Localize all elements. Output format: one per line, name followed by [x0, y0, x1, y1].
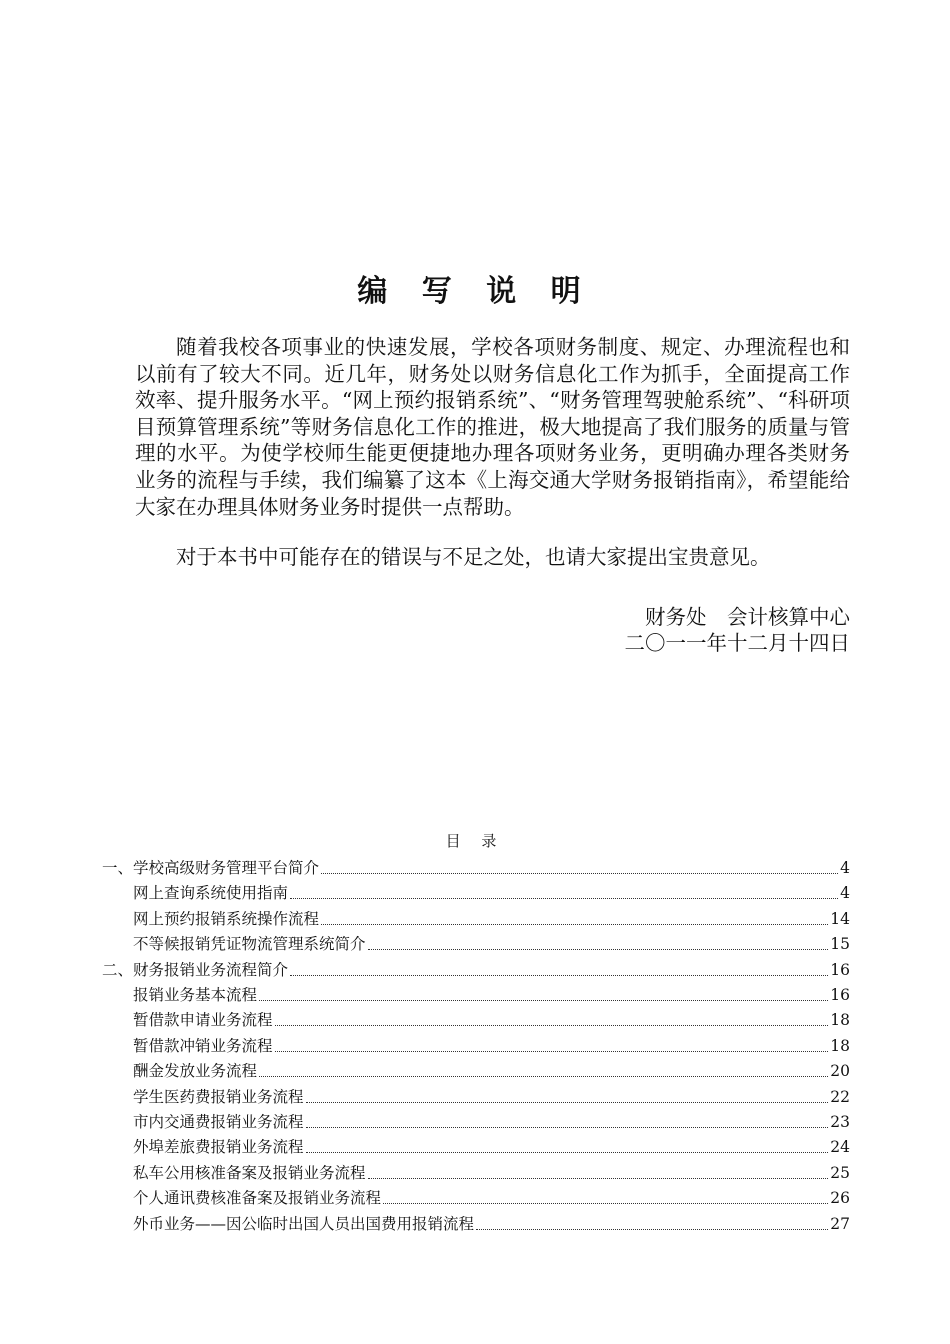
toc-entry-page: 4	[840, 859, 850, 877]
toc-entry-label: 个人通讯费核准备案及报销业务流程	[133, 1189, 382, 1208]
toc-entry-label: 外币业务——因公临时出国人员出国费用报销流程	[133, 1214, 475, 1233]
toc-entry-label: 市内交通费报销业务流程	[133, 1113, 304, 1131]
toc-entry[interactable]	[133, 1184, 850, 1208]
toc-entry-page: 27	[830, 1214, 850, 1233]
toc-entry[interactable]	[102, 956, 850, 980]
toc-entry[interactable]	[133, 981, 850, 1005]
toc-dot-leader	[368, 1178, 829, 1179]
toc-entry-label: 网上查询系统使用指南	[133, 884, 289, 903]
toc-entry-page: 22	[830, 1087, 850, 1106]
toc-entry-page: 4	[840, 884, 850, 903]
toc-entry-label: 一、学校高级财务管理平台简介	[102, 859, 320, 877]
toc-entry-label: 酬金发放业务流程	[133, 1062, 258, 1081]
toc-entry-label: 私车公用核准备案及报销业务流程	[133, 1163, 366, 1182]
toc-entry[interactable]	[133, 1133, 850, 1157]
toc-entry-label: 暂借款申请业务流程	[133, 1011, 273, 1030]
toc-entry-label: 报销业务基本流程	[133, 986, 258, 1004]
toc-dot-leader	[290, 898, 838, 899]
toc-entry-page: 15	[830, 935, 850, 954]
toc-dot-leader	[306, 1102, 829, 1103]
toc-entry[interactable]	[133, 905, 850, 929]
toc-entry-page: 18	[830, 1036, 850, 1055]
page-title: 编 写 说 明	[357, 274, 593, 309]
toc-entry[interactable]	[133, 1057, 850, 1081]
signature-org: 财务处 会计核算中心	[645, 605, 850, 629]
toc-entry-page: 16	[830, 986, 850, 1004]
toc-entry[interactable]	[133, 1006, 850, 1030]
toc-entry-label: 不等候报销凭证物流管理系统简介	[133, 935, 366, 954]
toc-dot-leader	[306, 1152, 829, 1153]
toc-entry[interactable]	[133, 1083, 850, 1107]
toc-title: 目 录	[445, 832, 505, 850]
toc-entry-page: 23	[830, 1113, 850, 1131]
toc-entry-page: 24	[830, 1138, 850, 1157]
toc-dot-leader	[290, 975, 828, 976]
toc-entry-label: 学生医药费报销业务流程	[133, 1087, 304, 1106]
toc-dot-leader	[306, 1127, 829, 1128]
toc-dot-leader	[321, 924, 828, 925]
toc-dot-leader	[259, 1000, 828, 1001]
toc-entry[interactable]	[133, 1159, 850, 1183]
feedback-paragraph: 对于本书中可能存在的错误与不足之处，也请大家提出宝贵意见。	[176, 545, 771, 569]
intro-paragraph: 随着我校各项事业的快速发展，学校各项财务制度、规定、办理流程也和以前有了较大不同。近几年，财务处以财务信息化工作为抓手，全面提高工作效率、提升服务水平。“网上预约报销系统”、“财务管理驾驶舱系统”、“科研项目预算管理系统”等财务信息化工作的推进，极大地提高了我们服务的质量与管理的水平。为使学校师生能更便捷地办理各项财务业务，更明确办理各类财务业务的流程与手续，我们编纂了这本《上海交通大学财务报销指南》，希望能给大家在办理具体财务业务时提供一点帮助。	[135, 335, 850, 519]
toc-entry-page: 16	[830, 960, 850, 979]
toc-entry-page: 14	[830, 909, 850, 928]
toc-dot-leader	[275, 1051, 829, 1052]
toc-entry-page: 25	[830, 1163, 850, 1182]
toc-entry-label: 外埠差旅费报销业务流程	[133, 1138, 304, 1157]
toc-entry[interactable]	[133, 1032, 850, 1056]
toc-dot-leader	[368, 949, 829, 950]
toc-entry-page: 20	[830, 1062, 850, 1081]
toc-entry[interactable]	[133, 930, 850, 954]
toc-entry-label: 网上预约报销系统操作流程	[133, 909, 320, 928]
toc-dot-leader	[383, 1203, 828, 1204]
toc-dot-leader	[259, 1076, 828, 1077]
toc-entry[interactable]	[133, 1210, 850, 1234]
toc-entry-page: 18	[830, 1011, 850, 1030]
toc-dot-leader	[321, 873, 838, 874]
toc-entry-page: 26	[830, 1189, 850, 1208]
toc-dot-leader	[476, 1229, 828, 1230]
signature-date: 二〇一一年十二月十四日	[624, 631, 850, 655]
toc-dot-leader	[275, 1025, 829, 1026]
toc-entry[interactable]	[133, 879, 850, 903]
toc-entry-label: 暂借款冲销业务流程	[133, 1036, 273, 1055]
toc-entry[interactable]	[133, 1108, 850, 1132]
toc-entry-label: 二、财务报销业务流程简介	[102, 960, 289, 979]
toc-entry[interactable]	[102, 854, 850, 878]
